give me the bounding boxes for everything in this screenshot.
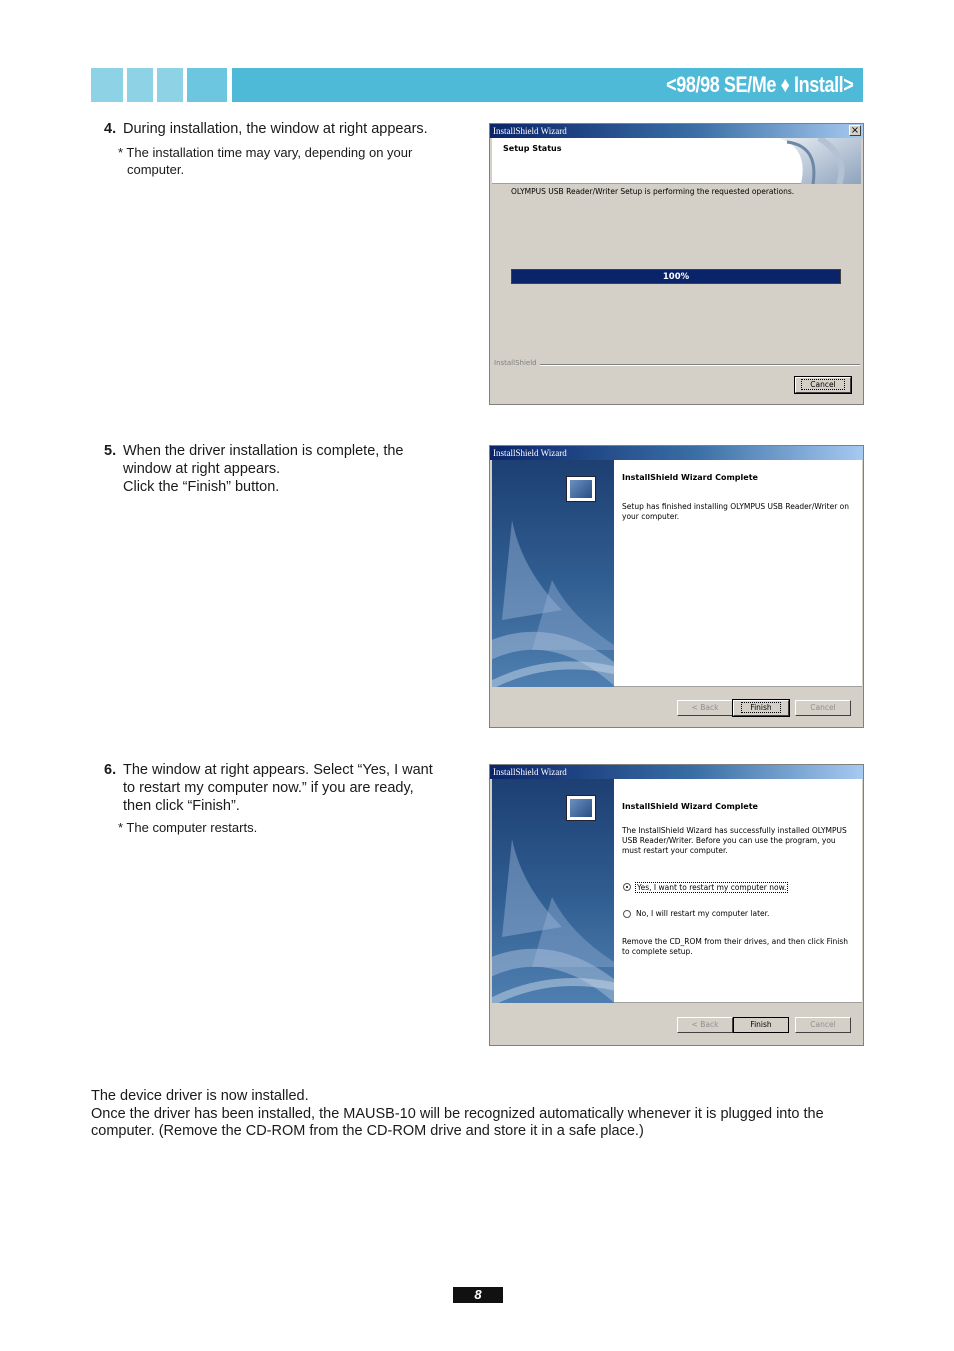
step-4 <box>104 120 464 138</box>
dialog-titlebar <box>490 446 863 460</box>
header-block-3 <box>157 68 183 102</box>
page-number: 8 <box>453 1287 503 1303</box>
restart-later-label[interactable]: No, I will restart my computer later. <box>636 909 770 918</box>
restart-message: The InstallShield Wizard has successfully installed OLYMPUS USB Reader/Writer. Before you can use the program, you must restart your computer. <box>622 826 847 855</box>
dialog-titlebar <box>490 124 863 138</box>
complete-message: Setup has finished installing OLYMPUS USB Reader/Writer on your computer. <box>622 502 850 521</box>
page-title: <98/98 SE/Me ♦ Install> <box>665 72 853 97</box>
step-number: 5. <box>104 443 117 459</box>
remove-cd-note: Remove the CD_ROM from their drives, and then click Finish to complete setup. <box>622 937 849 956</box>
cancel-button[interactable]: Cancel <box>795 700 851 716</box>
step-text: The window at right appears. Select “Yes, I want <box>123 762 433 778</box>
step-6-note <box>118 819 448 836</box>
restart-later-radio[interactable] <box>623 910 631 918</box>
status-message: OLYMPUS USB Reader/Writer Setup is performing the requested operations. <box>511 187 795 196</box>
step-5 <box>104 442 464 496</box>
dialog-header-panel <box>492 138 861 184</box>
dialog-content-panel <box>614 779 862 1003</box>
step-text: then click “Finish”. <box>123 798 240 814</box>
dialog-heading: InstallShield Wizard Complete <box>622 473 758 482</box>
setup-computer-icon <box>566 795 596 821</box>
wizard-complete-dialog <box>489 445 864 728</box>
header-block-4 <box>187 68 227 102</box>
back-button[interactable]: < Back <box>677 700 733 716</box>
progress-bar: 100% <box>511 269 841 284</box>
restart-now-radio[interactable] <box>623 883 631 891</box>
dialog-heading: InstallShield Wizard Complete <box>622 802 758 811</box>
closing-text <box>91 1088 861 1141</box>
dialog-title: InstallShield Wizard <box>493 767 567 777</box>
note-line: * The computer restarts. <box>118 820 258 835</box>
step-text: When the driver installation is complete, the <box>123 443 404 459</box>
dialog-title: InstallShield Wizard <box>493 448 567 458</box>
step-4-note <box>118 144 448 178</box>
step-6 <box>104 761 464 815</box>
header-bar <box>232 68 863 102</box>
setup-computer-icon <box>566 476 596 502</box>
step-text: to restart my computer now.” if you are ready, <box>123 780 414 796</box>
restart-now-label[interactable]: Yes, I want to restart my computer now. <box>637 883 787 892</box>
step-number: 4. <box>104 121 117 137</box>
step-text: Click the “Finish” button. <box>123 479 280 495</box>
dialog-heading: Setup Status <box>503 144 562 153</box>
closing-line: Once the driver has been installed, the MAUSB-10 will be recognized automatically whenever it is plugged into the computer. (Remove the CD-ROM from the CD-ROM drive and store it in a safe place.) <box>91 1105 824 1139</box>
divider <box>494 364 860 366</box>
step-text: During installation, the window at right appears. <box>123 121 428 137</box>
closing-line: The device driver is now installed. <box>91 1088 309 1104</box>
dialog-content-panel <box>614 460 862 687</box>
note-line: * The installation time may vary, depending on your <box>118 145 413 160</box>
cancel-label: Cancel <box>801 379 844 390</box>
dialog-titlebar <box>490 765 863 779</box>
header-block-1 <box>91 68 123 102</box>
cancel-button[interactable] <box>795 377 851 393</box>
setup-status-dialog <box>489 123 864 405</box>
header-block-2 <box>127 68 153 102</box>
installshield-swirl-icon <box>779 138 861 184</box>
finish-button[interactable]: Finish <box>733 1017 789 1033</box>
wizard-side-graphic <box>492 779 614 1003</box>
finish-label: Finish <box>741 702 780 713</box>
step-number: 6. <box>104 762 117 778</box>
wizard-side-graphic <box>492 460 614 687</box>
step-text: window at right appears. <box>123 461 281 477</box>
restart-dialog <box>489 764 864 1046</box>
close-icon[interactable]: × <box>850 125 860 136</box>
dialog-title: InstallShield Wizard <box>493 126 567 136</box>
brand-label: InstallShield <box>494 359 540 367</box>
cancel-button[interactable]: Cancel <box>795 1017 851 1033</box>
finish-button[interactable] <box>733 700 789 716</box>
back-button[interactable]: < Back <box>677 1017 733 1033</box>
note-line: computer. <box>127 162 185 177</box>
